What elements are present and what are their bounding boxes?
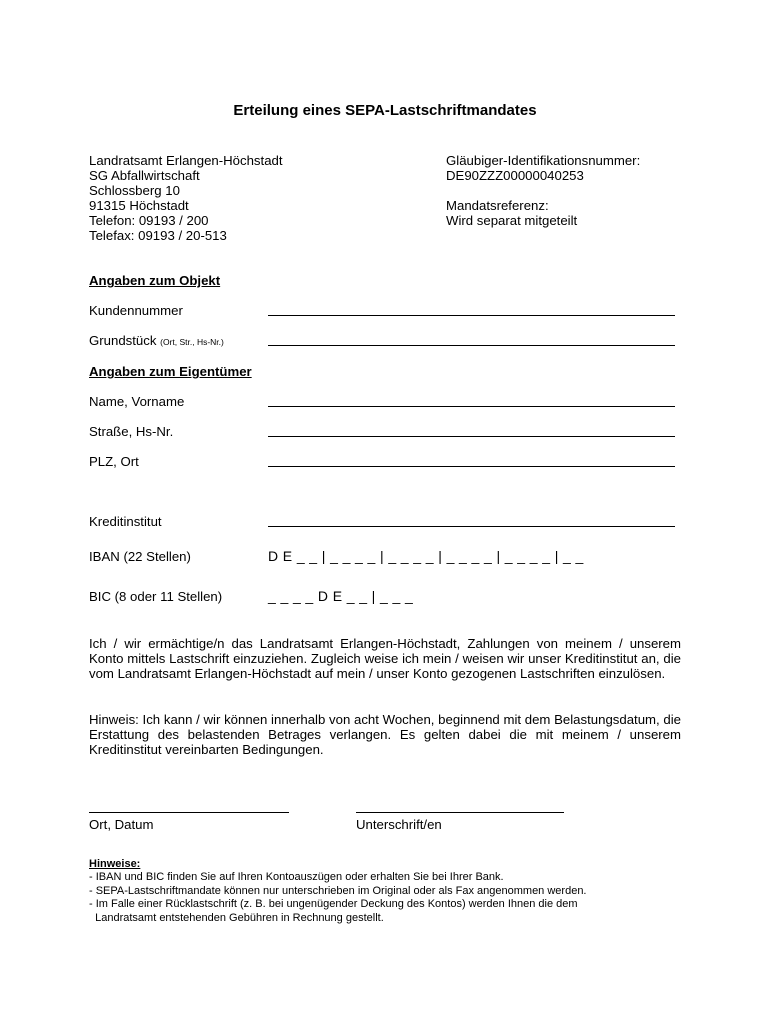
mandate-reference-value: Wird separat mitgeteilt — [446, 213, 578, 228]
bic-field[interactable]: _ _ _ _ D E _ _ | _ _ _ — [268, 588, 414, 604]
footer-note-item: - Im Falle einer Rücklastschrift (z. B. bei ungenügender Deckung des Kontos) werden Ihnen die dem — [89, 898, 578, 911]
creditor-info — [446, 153, 640, 228]
place-date-field[interactable] — [89, 812, 289, 813]
signature-label: Unterschrift/en — [356, 817, 442, 832]
sender-address — [89, 153, 283, 243]
mandate-reference-label: Mandatsreferenz: — [446, 198, 549, 213]
property-label-wrap — [89, 333, 224, 350]
bank-institute-field[interactable] — [268, 526, 675, 527]
footer-note-item: Landratsamt entstehenden Gebühren in Rechnung gestellt. — [89, 911, 384, 924]
footer-note-item: - SEPA-Lastschriftmandate können nur unterschrieben im Original oder als Fax angenommen werden. — [89, 884, 587, 897]
bic-label: BIC (8 oder 11 Stellen) — [89, 589, 223, 604]
street-field[interactable] — [268, 436, 675, 437]
customer-number-field[interactable] — [268, 315, 675, 316]
sender-line: Telefax: 09193 / 20-513 — [89, 228, 227, 243]
property-label: Grundstück — [89, 333, 157, 348]
sender-line: Schlossberg 10 — [89, 183, 180, 198]
bank-institute-label: Kreditinstitut — [89, 514, 162, 529]
page-title: Erteilung eines SEPA-Lastschriftmandates — [233, 102, 537, 119]
sender-line: Landratsamt Erlangen-Höchstadt — [89, 153, 283, 168]
authorization-text: Ich / wir ermächtige/n das Landratsamt Erlangen-Höchstadt, Zahlungen von meinem / unserem Konto mittels Lastschrift einzuziehen. Zugleich weise ich mein / weisen wir unser Kreditinstitut an, die vom Landratsamt Erlangen-Höchstadt auf mein / unser Konto gezogenen Lastschriften einzulösen. — [89, 636, 681, 682]
section-heading-object: Angaben zum Objekt — [89, 273, 221, 288]
footer-notes — [89, 858, 587, 925]
footer-note-item: - IBAN und BIC finden Sie auf Ihren Kontoauszügen oder erhalten Sie bei Ihrer Bank. — [89, 871, 504, 884]
section-heading-owner: Angaben zum Eigentümer — [89, 364, 252, 379]
sender-line: 91315 Höchstadt — [89, 198, 189, 213]
city-field[interactable] — [268, 466, 675, 467]
creditor-id-label: Gläubiger-Identifikationsnummer: — [446, 153, 641, 168]
sender-line: Telefon: 09193 / 200 — [89, 213, 209, 228]
footer-notes-heading: Hinweise: — [89, 858, 141, 870]
place-date-label: Ort, Datum — [89, 817, 154, 832]
street-label: Straße, Hs-Nr. — [89, 424, 174, 439]
property-hint: (Ort, Str., Hs-Nr.) — [160, 337, 224, 347]
iban-field[interactable]: D E _ _ | _ _ _ _ | _ _ _ _ | _ _ _ _ | _ _ _ _ | _ _ — [268, 548, 584, 564]
creditor-id-value: DE90ZZZ00000040253 — [446, 168, 584, 183]
notice-text: Hinweis: Ich kann / wir können innerhalb von acht Wochen, beginnend mit dem Belastungsdatum, die Erstattung des belastenden Betrages verlangen. Es gelten dabei die mit meinem / unserem Kreditinstitut vereinbarten Bedingungen. — [89, 712, 681, 758]
name-label: Name, Vorname — [89, 394, 185, 409]
sender-line: SG Abfallwirtschaft — [89, 168, 200, 183]
city-label: PLZ, Ort — [89, 454, 139, 469]
customer-number-label: Kundennummer — [89, 303, 183, 318]
property-field[interactable] — [268, 345, 675, 346]
iban-label: IBAN (22 Stellen) — [89, 549, 191, 564]
name-field[interactable] — [268, 406, 675, 407]
signature-field[interactable] — [356, 812, 564, 813]
